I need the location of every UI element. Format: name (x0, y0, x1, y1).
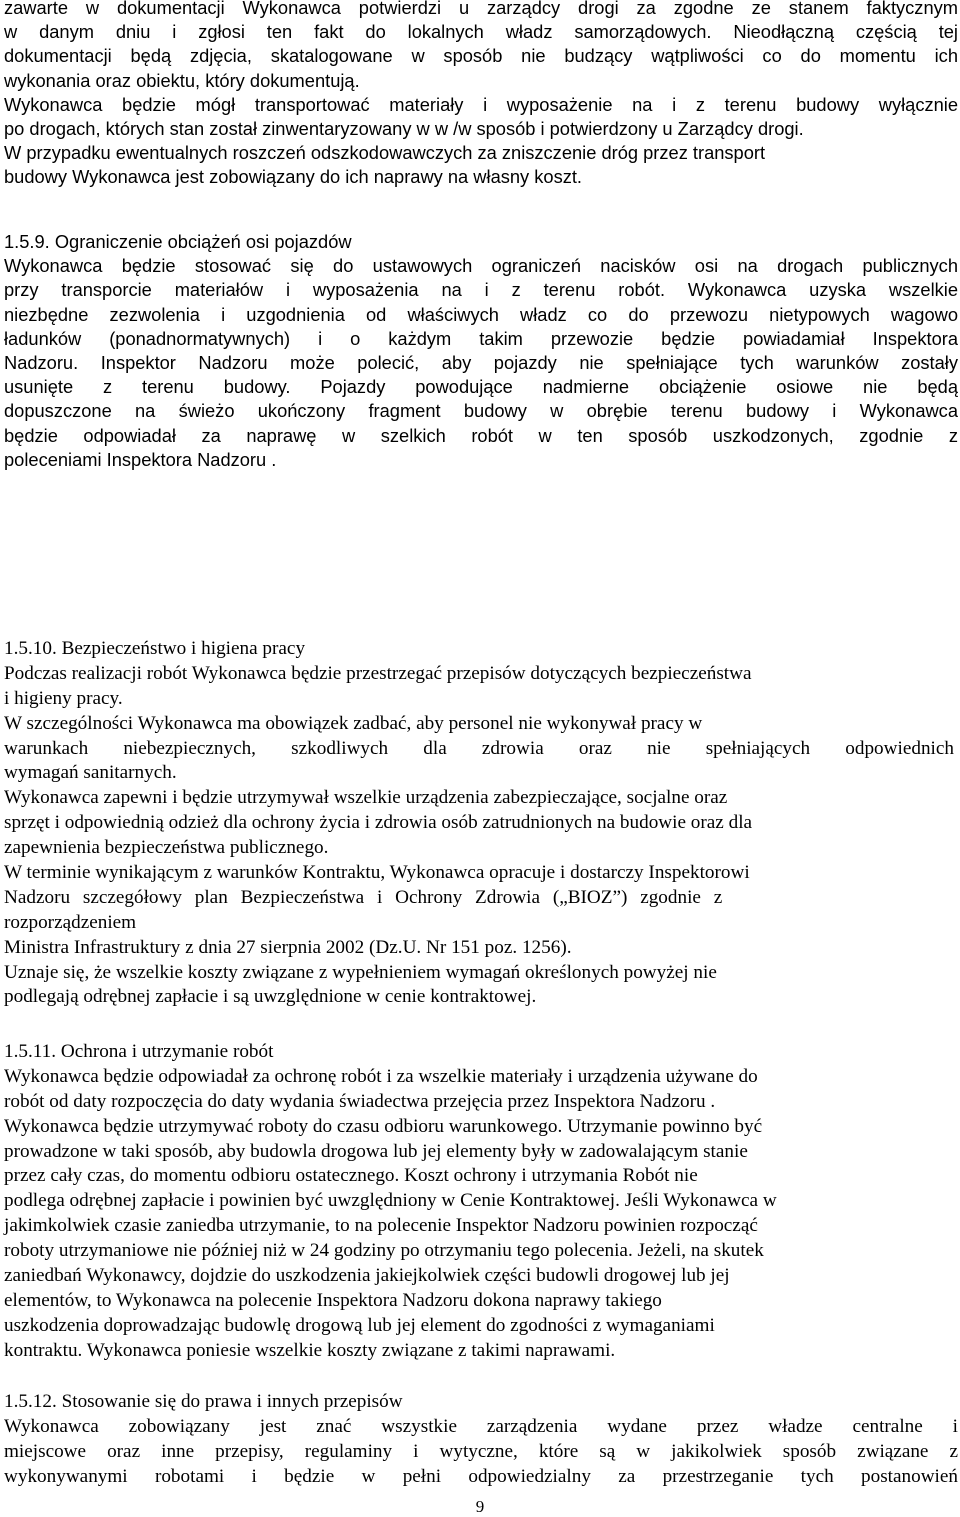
text-line: Wykonawca zobowiązany jest znać wszystkie zarządzenia wydane przez władze centralne i (4, 1415, 958, 1437)
text-line: elementów, to Wykonawca na polecenie Inspektora Nadzoru dokona naprawy takiego (4, 1289, 662, 1311)
text-line: jakimkolwiek czasie zaniedba utrzymanie, to na polecenie Inspektor Nadzoru powinien rozpocząć (4, 1215, 758, 1237)
text-line: wykonywanymi robotami i będzie w pełni odpowiedzialny za przestrzeganie tych postanowień (4, 1465, 958, 1487)
text-line: zapewnienia bezpieczeństwa publicznego. (4, 837, 329, 859)
section-heading: 1.5.12. Stosowanie się do prawa i innych przepisów (4, 1391, 403, 1412)
text-line: usunięte z terenu budowy. Pojazdy powodujące nadmierne obciążenie osiowe nie będą (4, 376, 958, 398)
text-line: podlega odrębnej zapłacie i powinien być uwzględniony w Cenie Kontraktowej. Jeśli Wykonawca w (4, 1190, 777, 1212)
text-line: uszkodzenia doprowadzając budowlę drogową lub jej element do zgodności z wymaganiami (4, 1314, 715, 1336)
section-1-5-10 (4, 637, 954, 1010)
text-line: Wykonawca będzie odpowiadał za ochronę robót i za wszelkie materiały i urządzenia używane do (4, 1065, 758, 1087)
text-line: poleceniami Inspektora Nadzoru . (4, 448, 277, 470)
document-page (4, 0, 958, 1516)
text-line: Uznaje się, że wszelkie koszty związane z wypełnieniem wymagań określonych powyżej nie (4, 961, 717, 983)
text-line: Wykonawca zapewni i będzie utrzymywał wszelkie urządzenia zabezpieczające, socjalne oraz (4, 787, 728, 809)
text-line: podlegają odrębnej zapłacie i są uwzględnione w cenie kontraktowej. (4, 986, 537, 1008)
section-1-5-11 (4, 1040, 958, 1364)
text-line: dokumentacji będą zdjęcia, skatalogowane w sposób nie budzący wątpliwości co do momentu ich (4, 45, 958, 67)
text-line: niezbędne zezwolenia i uzgodnienia od właściwych władz co do przewozu nietypowych wagowo (4, 303, 958, 325)
text-line: Ministra Infrastruktury z dnia 27 sierpnia 2002 (Dz.U. Nr 151 poz. 1256). (4, 936, 572, 958)
text-line: W terminie wynikającym z warunków Kontraktu, Wykonawca opracuje i dostarczy Inspektorowi (4, 862, 750, 884)
text-line: dopuszczone na świeżo ukończony fragment budowy w obrębie terenu budowy i Wykonawca (4, 400, 958, 422)
page-number: 9 (475, 1497, 485, 1516)
text-line: prowadzone w taki sposób, aby budowla drogowa lub jej elementy były w zadowalającym stanie (4, 1140, 748, 1162)
text-line: zaniedbań Wykonawcy, dojdzie do uszkodzenia jakiejkolwiek części budowli drogowej lub jej (4, 1265, 730, 1287)
text-line: przy transporcie materiałów i wyposażenia na i z terenu robót. Wykonawca uzyska wszelkie (4, 279, 958, 301)
text-line: robót od daty rozpoczęcia do daty wydania świadectwa przejęcia przez Inspektora Nadzoru . (4, 1090, 716, 1112)
text-line: W szczególności Wykonawca ma obowiązek zadbać, aby personel nie wykonywał pracy w (4, 712, 703, 734)
paragraph-road-documentation (4, 0, 958, 190)
section-heading: 1.5.9. Ograniczenie obciążeń osi pojazdów (4, 231, 352, 252)
text-line: Nadzoru. Inspektor Nadzoru może polecić, aby pojazdy nie spełniające tych warunków zostały (4, 351, 958, 373)
text-line: kontraktu. Wykonawca poniesie wszelkie koszty związane z takimi naprawami. (4, 1339, 616, 1361)
text-line: Wykonawca będzie stosować się do ustawowych ograniczeń nacisków osi na drogach publicznych (4, 255, 958, 277)
text-line: po drogach, których stan został zinwentaryzowany w w /w sposób i potwierdzony u Zarządcy drogi. (4, 117, 804, 139)
text-line: rozporządzeniem (4, 911, 137, 933)
section-1-5-12 (4, 1390, 958, 1490)
text-line: wykonania oraz obiektu, który dokumentują. (4, 69, 360, 91)
text-line: miejscowe oraz inne przepisy, regulaminy i wytyczne, które są w jakikolwiek sposób związane z (4, 1440, 958, 1462)
text-line: warunkach niebezpiecznych, szkodliwych dla zdrowia oraz nie spełniających odpowiednich (4, 737, 954, 759)
section-heading: 1.5.11. Ochrona i utrzymanie robót (4, 1041, 274, 1062)
text-line: Podczas realizacji robót Wykonawca będzie przestrzegać przepisów dotyczących bezpieczeństwa (4, 662, 752, 684)
text-line: roboty utrzymaniowe nie później niż w 24 godziny po otrzymaniu tego polecenia. Jeżeli, na skutek (4, 1240, 764, 1262)
text-line: Wykonawca będzie mógł transportować materiały i wyposażenie na i z terenu budowy wyłącznie (4, 93, 958, 115)
text-line: w danym dniu i zgłosi ten fakt do lokalnych władz samorządowych. Nieodłączną częścią tej (4, 21, 958, 43)
text-line: zawarte w dokumentacji Wykonawca potwierdzi u zarządcy drogi za zgodne ze stanem faktycznym (4, 0, 958, 18)
text-line: będzie odpowiadał za naprawę w szelkich robót w ten sposób uszkodzonych, zgodnie z (4, 424, 958, 446)
text-line: Wykonawca będzie utrzymywać roboty do czasu odbioru warunkowego. Utrzymanie powinno być (4, 1115, 763, 1137)
text-line: ładunków (ponadnormatywnych) i o każdym takim przewozie będzie powiadamiał Inspektora (4, 327, 958, 349)
text-line: sprzęt i odpowiednią odzież dla ochrony życia i zdrowia osób zatrudnionych na budowie oraz dla (4, 812, 753, 834)
section-1-5-9 (4, 230, 958, 472)
text-line: W przypadku ewentualnych roszczeń odszkodowawczych za zniszczenie dróg przez transport (4, 142, 766, 164)
text-line: i higieny pracy. (4, 687, 123, 709)
section-heading: 1.5.10. Bezpieczeństwo i higiena pracy (4, 638, 306, 659)
text-line: Nadzoru szczegółowy plan Bezpieczeństwa i Ochrony Zdrowia („BIOZ”) zgodnie z (4, 886, 723, 908)
text-line: przez cały czas, do momentu odbioru ostatecznego. Koszt ochrony i utrzymania Robót nie (4, 1165, 698, 1187)
text-line: budowy Wykonawca jest zobowiązany do ich naprawy na własny koszt. (4, 166, 583, 188)
text-line: wymagań sanitarnych. (4, 762, 177, 784)
